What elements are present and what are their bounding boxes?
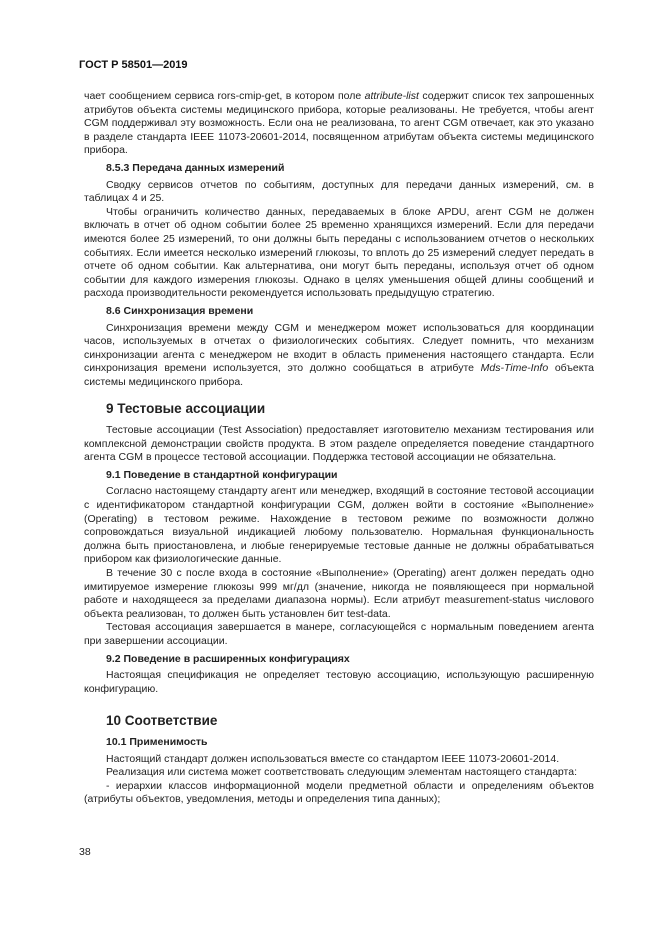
paragraph: Настоящий стандарт должен использоваться вместе со стандартом IEEE 11073-20601-2014. xyxy=(106,752,560,765)
italic-term: Mds-Time-Info xyxy=(480,362,549,375)
paragraph: Настоящая спецификация не определяет тестовую ассоциацию, использующую расширенную конфигурацию. xyxy=(84,669,594,695)
italic-term: attribute-list xyxy=(364,90,419,102)
paragraph: Согласно настоящему стандарту агент или менеджер, входящий в состояние тестовой ассоциации с идентификатором стандартной конфигурации CGM, должен войти в состояние «Выполнение» (Operating) в тестовом режиме. Нахождение в тестовом режиме по возможности должно сопровождаться визуальной индикацией любому пользователю. Нормальная функциональность должна быть приостановлена, и любые генерируемые тестовые данные не должны обрабатываться прибором как физиологические данные. xyxy=(84,485,594,566)
paragraph: Тестовая ассоциация завершается в манере, согласующейся с нормальным поведением агента при завершении ассоциации. xyxy=(84,621,594,647)
list-item: - иерархии классов информационной модели предметной области и определениям объектов (атрибуты объектов, уведомления, методы и определения типа данных); xyxy=(84,779,594,806)
text-run: содержит список тех запрошенных атрибутов объекта системы медицинского прибора, которые реализованы. Не требуется, чтобы агент CGM поддерживал эту возможность. Если она не реализована, то агент CGM отвечает, как это указано в разделе стандарта IEEE 11073-20601-2014, посвященном атрибутам объекта системы медицинского прибора. xyxy=(84,90,595,157)
text-run: чает сообщением сервиса rors-cmip-get, в котором поле xyxy=(84,90,365,102)
section-heading-10: 10 Соответствие xyxy=(106,713,218,729)
section-heading-9: 9 Тестовые ассоциации xyxy=(106,401,266,417)
paragraph: Тестовые ассоциации (Test Association) предоставляет изготовителю механизм тестирования или комплексной демонстрации свойств продукта. В этом разделе определяется поведение стандартного агента CGM в процессе тестовой ассоциации. Поддержка тестовой ассоциации не обязательна. xyxy=(84,424,594,464)
page-number: 38 xyxy=(79,846,91,858)
paragraph: Реализация или система может соответствовать следующим элементам настоящего стандарта: xyxy=(106,766,577,779)
paragraph: Сводку сервисов отчетов по событиям, доступных для передачи данных измерений, см. в таблицах 4 и 25. xyxy=(84,178,594,205)
continued-paragraph xyxy=(84,90,594,158)
text-run: Синхронизация времени между CGM и менеджером может использоваться для координации часов, используемых в отчетах о физиологических событиях. Следует помнить, что механизм синхронизации агента с менеджером не входит в область применения настоящего стандарта. Если синхронизация времени используется, это должно сообщаться в атрибуте xyxy=(84,321,594,375)
paragraph: В течение 30 с после входа в состояние «Выполнение» (Operating) агент должен передать одно имитируемое измерение глюкозы 999 мг/дл (значение, никогда не появляющееся при нормальной работе и находящееся за пределами диапазона нормы). Если атрибут measurement-status числового объекта реализован, то должен быть установлен бит test-data. xyxy=(84,567,594,620)
document-body xyxy=(84,90,594,807)
section-heading-9-2: 9.2 Поведение в расширенных конфигурациях xyxy=(106,652,350,665)
section-heading-8-6: 8.6 Синхронизация времени xyxy=(106,304,254,317)
section-heading-9-1: 9.1 Поведение в стандартной конфигурации xyxy=(106,468,338,481)
paragraph xyxy=(84,322,594,390)
text-run: объекта системы медицинского прибора. xyxy=(84,362,594,388)
section-heading-10-1: 10.1 Применимость xyxy=(106,735,208,748)
paragraph: Чтобы ограничить количество данных, передаваемых в блоке APDU, агент CGM не должен включать в отчет об одном событии более 25 временно хранящихся измерений. Если для передачи имеются более 25 измерений, то они должны быть переданы с использованием отчетов о нескольких событиях. Если имеется несколько измерений глюкозы, то вплоть до 25 измерений следует передать в отчете об одном событии. Как альтернатива, они могут быть переданы, используя отчет об одном событии для каждого измерения глюкозы. Однако в целях уменьшения общей длины сообщений и расхода производительности рекомендуется использовать предыдущую стратегию. xyxy=(84,205,594,300)
document-code-header: ГОСТ Р 58501—2019 xyxy=(79,59,188,71)
section-heading-8-5-3: 8.5.3 Передача данных измерений xyxy=(106,161,285,174)
